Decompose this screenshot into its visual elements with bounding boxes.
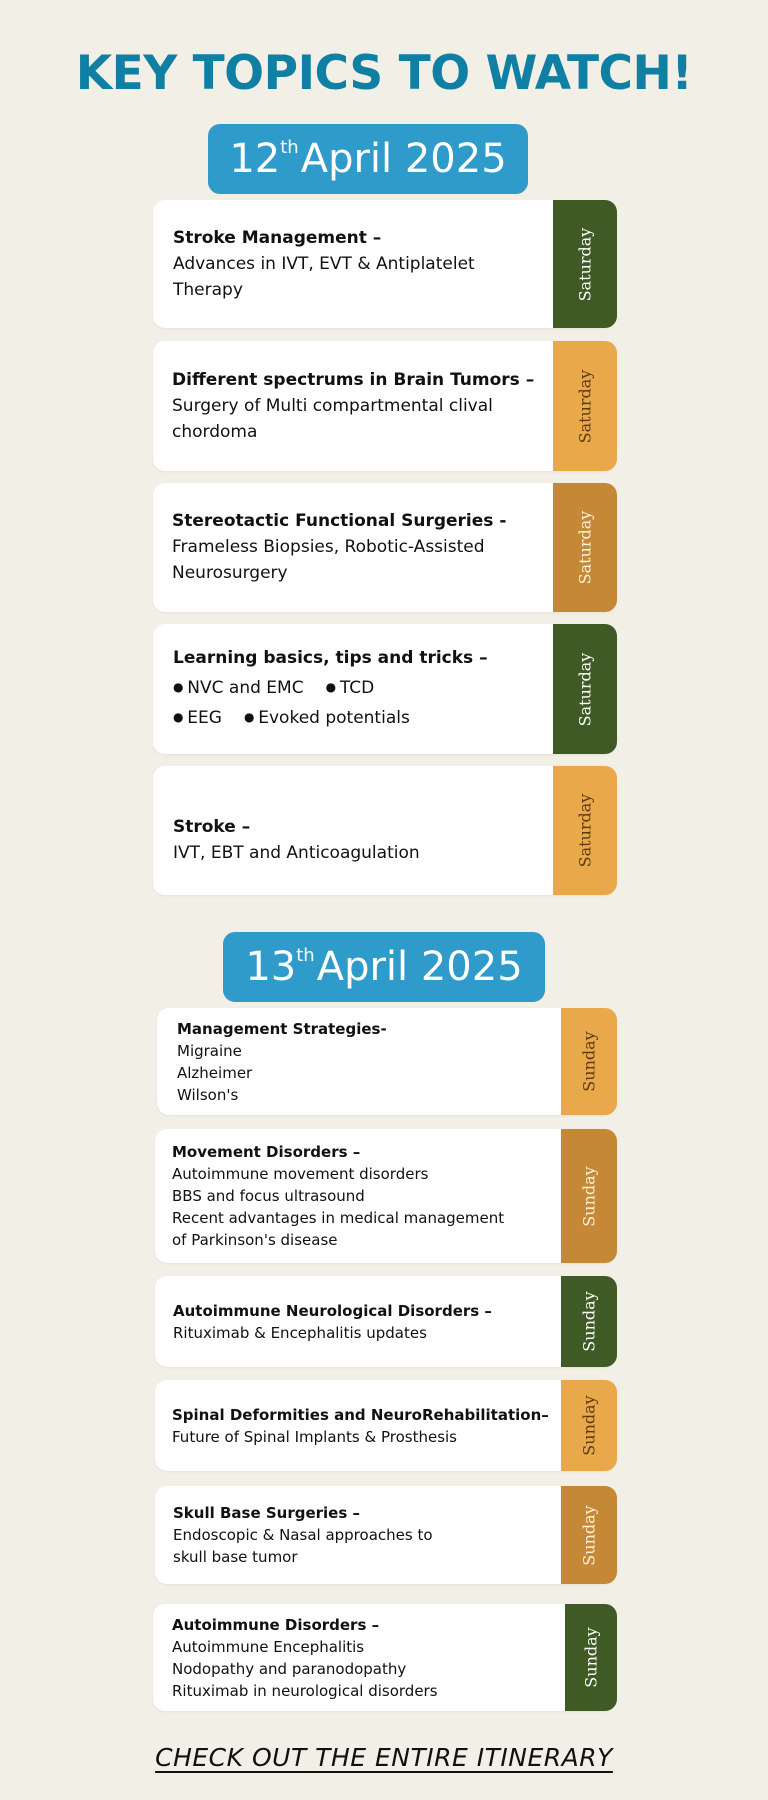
weekday-tab — [553, 766, 617, 895]
card-title: Stereotactic Functional Surgeries - — [172, 511, 507, 531]
weekday-label: Sunday — [579, 1291, 599, 1352]
card-content — [173, 624, 535, 754]
weekday-label: Sunday — [581, 1627, 601, 1688]
weekday-label: Sunday — [579, 1504, 599, 1566]
bullet-item: ● TCD — [326, 673, 375, 703]
date-suffix: th — [280, 136, 299, 158]
card-line: Rituximab in neurological disorders — [172, 1681, 438, 1700]
card-content — [177, 1008, 535, 1115]
card-line: Autoimmune Encephalitis — [172, 1637, 365, 1656]
card-content — [173, 766, 535, 895]
bullet-item: ● NVC and EMC — [173, 673, 304, 703]
date-badge-day2 — [223, 932, 545, 1002]
topic-card-learning-basics[interactable] — [153, 624, 615, 754]
weekday-label: Sunday — [579, 1165, 599, 1227]
card-content — [172, 483, 535, 612]
card-line: BBS and focus ultrasound — [172, 1187, 365, 1205]
card-line: Advances in IVT, EVT & Antiplatelet — [173, 253, 475, 274]
date-month-year: April 2025 — [316, 944, 523, 990]
card-title: Skull Base Surgeries – — [173, 1504, 360, 1522]
date-badge-day1 — [208, 124, 528, 194]
card-title: Movement Disorders – — [172, 1143, 361, 1161]
topic-card-skull-base[interactable] — [155, 1486, 615, 1584]
card-line: Nodopathy and paranodopathy — [172, 1659, 407, 1678]
card-title: Autoimmune Neurological Disorders – — [173, 1301, 492, 1320]
weekday-label: Saturday — [575, 652, 595, 726]
weekday-tab — [561, 1486, 617, 1584]
card-content — [172, 1129, 555, 1263]
card-line: Wilson's — [177, 1085, 239, 1104]
weekday-tab — [561, 1008, 617, 1115]
card-title: Stroke – — [173, 817, 251, 837]
card-title: Different spectrums in Brain Tumors – — [172, 369, 535, 390]
date-day: 12 — [229, 136, 281, 182]
bullet-row — [173, 703, 535, 733]
itinerary-link[interactable]: CHECK OUT THE ENTIRE ITINERARY — [155, 1743, 613, 1772]
card-title: Stroke Management – — [173, 227, 382, 248]
weekday-tab — [553, 341, 617, 471]
weekday-tab — [561, 1380, 617, 1471]
bullet-list — [173, 673, 535, 733]
card-line: Surgery of Multi compartmental clival — [172, 395, 493, 416]
card-line: Therapy — [173, 279, 243, 300]
date-suffix: th — [296, 944, 315, 966]
topic-card-spinal-deformities[interactable] — [155, 1380, 615, 1471]
card-line: Recent advantages in medical management — [172, 1209, 505, 1227]
weekday-label: Sunday — [579, 1395, 599, 1456]
weekday-tab — [553, 200, 617, 328]
topic-card-management-strategies[interactable] — [157, 1008, 615, 1115]
card-title: Autoimmune Disorders – — [172, 1615, 380, 1634]
card-line: skull base tumor — [173, 1548, 298, 1566]
card-line: Migraine — [177, 1041, 242, 1060]
bullet-item: ● EEG — [173, 703, 222, 733]
topic-card-brain-tumors[interactable] — [153, 341, 615, 471]
weekday-label: Sunday — [579, 1031, 599, 1092]
weekday-label: Saturday — [575, 227, 595, 301]
card-content — [172, 341, 535, 471]
topic-card-stroke[interactable] — [153, 766, 615, 895]
card-title: Spinal Deformities and NeuroRehabilitation– — [172, 1405, 549, 1424]
card-line: Autoimmune movement disorders — [172, 1165, 429, 1183]
card-line: Future of Spinal Implants & Prosthesis — [172, 1427, 457, 1446]
weekday-tab — [553, 624, 617, 754]
weekday-tab — [565, 1604, 617, 1711]
card-line: chordoma — [172, 421, 258, 442]
topic-card-autoimmune-neurological[interactable] — [155, 1276, 615, 1367]
date-day: 13 — [245, 944, 297, 990]
card-content — [173, 1486, 555, 1584]
topic-card-autoimmune-disorders[interactable] — [153, 1604, 615, 1711]
weekday-tab — [561, 1129, 617, 1263]
card-line: of Parkinson's disease — [172, 1231, 338, 1249]
card-line: Alzheimer — [177, 1063, 253, 1082]
weekday-label: Saturday — [575, 369, 595, 443]
card-line: IVT, EBT and Anticoagulation — [173, 843, 420, 863]
page-title: KEY TOPICS TO WATCH! — [75, 46, 693, 101]
topic-card-stroke-management[interactable] — [153, 200, 615, 328]
weekday-tab — [561, 1276, 617, 1367]
card-line: Rituximab & Encephalitis updates — [173, 1323, 427, 1342]
card-content — [172, 1380, 561, 1471]
card-content — [172, 1604, 557, 1711]
weekday-tab — [553, 483, 617, 612]
bullet-row — [173, 673, 535, 703]
card-line: Neurosurgery — [172, 563, 288, 583]
card-line: Endoscopic & Nasal approaches to — [173, 1526, 433, 1544]
bullet-item: ● Evoked potentials — [244, 703, 410, 733]
topic-card-stereotactic-surgeries[interactable] — [153, 483, 615, 612]
weekday-label: Saturday — [575, 793, 595, 868]
weekday-label: Saturday — [575, 510, 595, 585]
card-content — [173, 200, 535, 328]
date-month-year: April 2025 — [300, 136, 507, 182]
card-title: Learning basics, tips and tricks – — [173, 647, 488, 668]
card-line: Frameless Biopsies, Robotic-Assisted — [172, 537, 485, 557]
card-content — [173, 1276, 555, 1367]
card-title: Management Strategies- — [177, 1019, 387, 1038]
topic-card-movement-disorders[interactable] — [155, 1129, 615, 1263]
